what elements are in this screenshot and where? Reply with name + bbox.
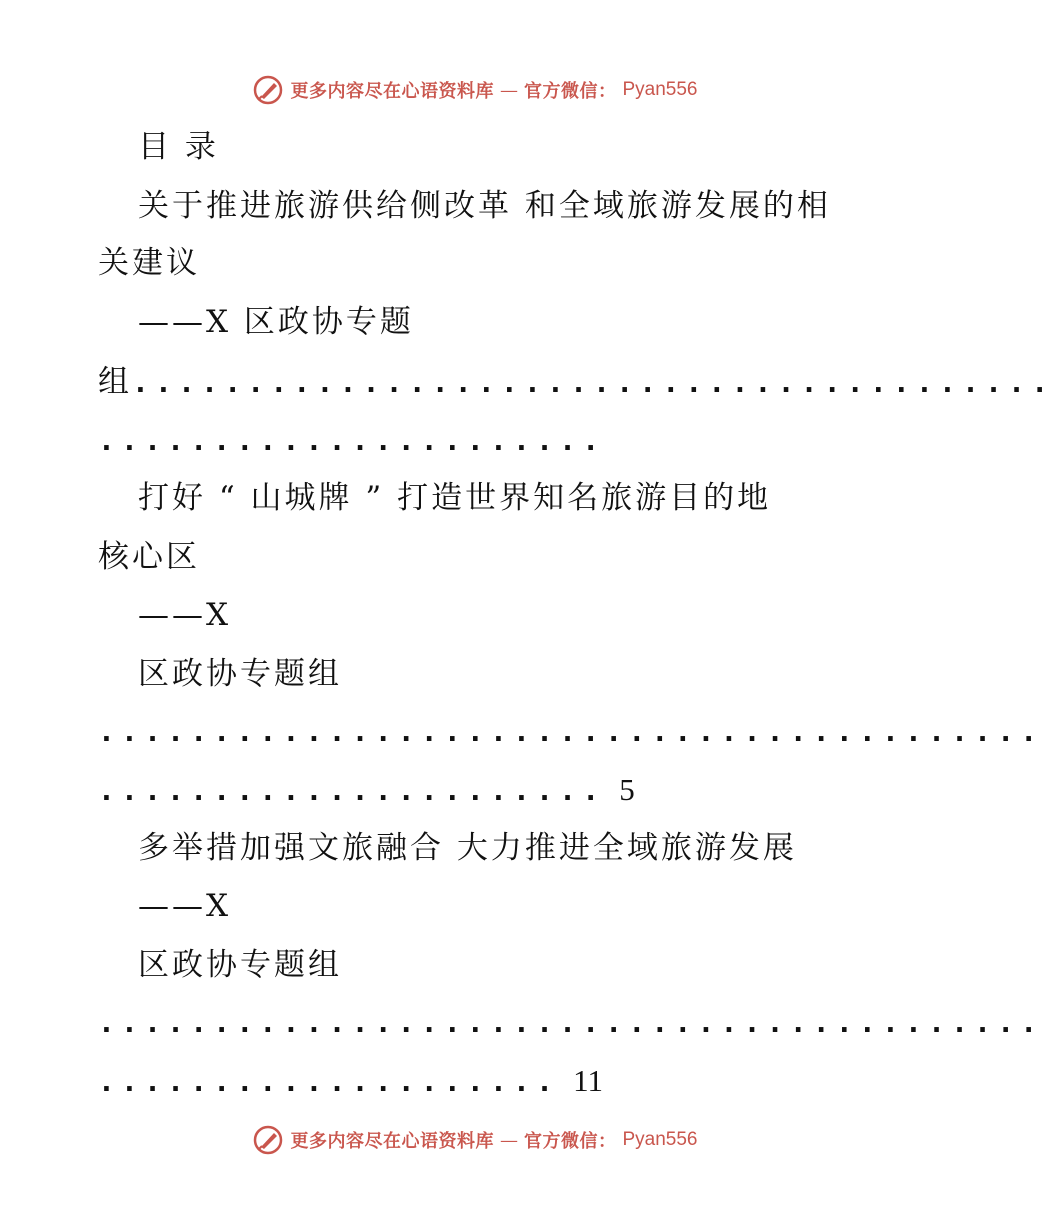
toc-entry-3-page-number: 11 (573, 1063, 604, 1098)
toc-entry-2-title-line1: 打好 “ 山城牌 ” 打造世界知名旅游目的地 (138, 480, 772, 516)
watermark-wechat-id: Pyan556 (622, 79, 698, 100)
toc-entry-3-author-line1: ——X (138, 888, 232, 924)
toc-entry-1-title-line1: 关于推进旅游供给侧改革 和全域旅游发展的相 (138, 188, 831, 224)
toc-entry-3-dots-row (98, 1064, 603, 1099)
toc-entry-2-title-line2: 核心区 (98, 539, 200, 575)
toc-entry-2-author-line2: 区政协专题组 (138, 656, 342, 692)
toc-entry-3-dots-line2: .................... (98, 1065, 560, 1098)
watermark-text: 更多内容尽在心语资料库 (290, 1131, 494, 1152)
watermark-wechat-id: Pyan556 (622, 1129, 698, 1150)
toc-entry-2-page-number: 5 (619, 772, 635, 807)
toc-entry-3-author-line2: 区政协专题组 (138, 947, 342, 983)
watermark-wechat-label: 官方微信： (523, 1131, 617, 1152)
toc-entry-1-author-line2 (98, 362, 1054, 402)
watermark-text: 更多内容尽在心语资料库 (290, 81, 494, 102)
toc-entry-2-dots-row (98, 773, 635, 808)
watermark-banner-bottom (0, 1120, 950, 1160)
toc-entry-3-title-line1: 多举措加强文旅融合 大力推进全域旅游发展 (138, 830, 797, 866)
toc-entry-3-dots-line1: ......................................... (98, 1006, 1044, 1039)
watermark-wechat-label: 官方微信： (523, 81, 617, 102)
toc-entry-2-dots-line2: ...................... (98, 774, 606, 807)
toc-entry-2-dots-line1: ......................................... (98, 715, 1044, 748)
toc-entry-1-author-line1: ——X 区政协专题 (138, 304, 414, 340)
quill-pen-logo-icon (252, 1124, 284, 1156)
watermark-separator: — (499, 1129, 518, 1151)
watermark-banner-top (0, 70, 950, 110)
toc-entry-1-title-line2: 关建议 (98, 245, 200, 281)
toc-entry-2-author-line1: ——X (138, 597, 232, 633)
toc-heading: 目 录 (138, 129, 219, 165)
toc-entry-1-author-suffix: 组 (98, 364, 132, 400)
toc-entry-1-dots-line1: ........................................ (132, 366, 1054, 399)
quill-pen-logo-icon (252, 74, 284, 106)
watermark-separator: — (499, 79, 518, 101)
toc-entry-1-dots-line2: ...................... (98, 424, 606, 457)
